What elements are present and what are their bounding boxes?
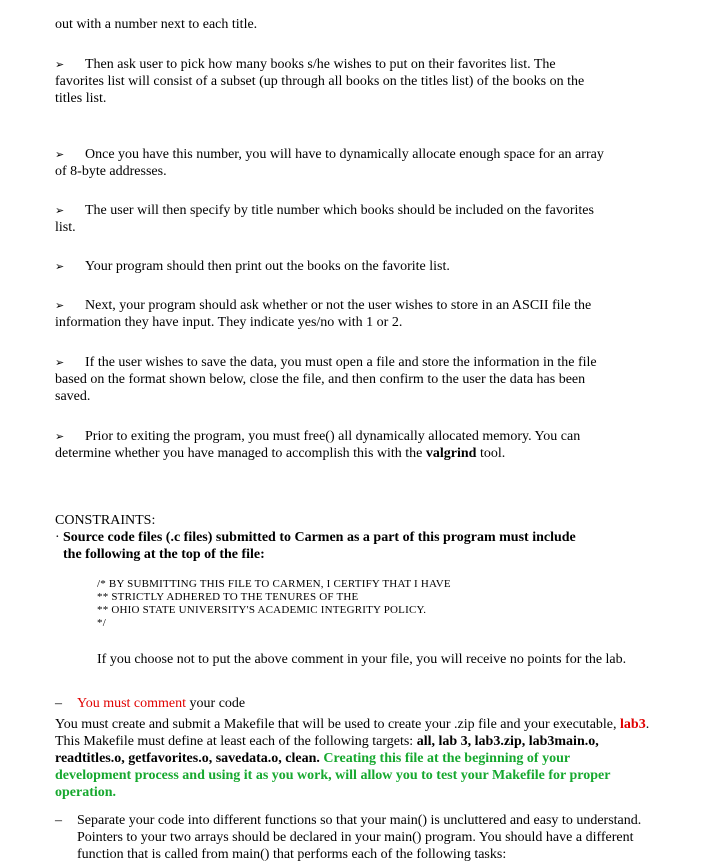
bullet-item: ➢ The user will then specify by title number which books should be included on the favorites list. [55,203,594,235]
arrow-bullet-icon: ➢ [55,204,65,217]
intro-line: out with a number next to each title. [55,17,258,32]
constraints-source-item: · Source code files (.c files) submitted to Carmen as a part of this program must include the following at the top of the file: [55,530,576,562]
arrow-bullet-icon: ➢ [55,356,65,369]
bullet-item: ➢ Prior to exiting the program, you must free() all dynamically allocated memory. You can determine whether you have managed to accomplish this with the valgrind tool. [55,429,581,461]
arrow-bullet-icon: ➢ [55,430,65,443]
makefile-requirement: You must create and submit a Makefile that will be used to create your .zip file and your executable, lab3. This Makefile must define at least each of the following targets: all, lab 3, lab3.zip, lab3main.o, readtitles.o, getfavorites.o, savedata.o, clean. Creating this file at the beginning of your development process and using it as you work, will allow you to test your Makefile for proper operation. [55,717,650,800]
arrow-bullet-icon: ➢ [55,148,65,161]
dash-bullet: – [55,813,62,828]
arrow-bullet-icon: ➢ [55,299,65,312]
makefile-targets: all, lab 3, lab3.zip, lab3main.o, [416,734,599,749]
bullet-item: ➢ Next, your program should ask whether or not the user wishes to store in an ASCII file the information they have input. They indicate yes/no with 1 or 2. [55,298,592,330]
separate-functions-requirement: – Separate your code into different functions so that your main() is uncluttered and easy to understand. Pointers to your two arrays should be declared in your main() program. You should have a different function that is called from main() that performs each of the following tasks: [55,813,642,862]
no-points-warning: If you choose not to put the above comment in your file, you will receive no points for the lab. [97,652,627,667]
certification-comment: /* BY SUBMITTING THIS FILE TO CARMEN, I CERTIFY THAT I HAVE ** STRICTLY ADHERED TO THE TENURES OF THE ** OHIO STATE UNIVERSITY'S ACADEMIC INTEGRITY POLICY. */ [97,578,451,629]
makefile-targets: readtitles.o, getfavorites.o, savedata.o, clean. [55,751,320,766]
bullet-item: ➢ Once you have this number, you will have to dynamically allocate enough space for an array of 8-byte addresses. [55,147,604,179]
bullet-item: ➢ If the user wishes to save the data, you must open a file and store the information in the file based on the format shown below, close the file, and then confirm to the user the data has been saved. [55,355,597,404]
bullet-item: ➢ Your program should then print out the books on the favorite list. [55,259,450,274]
valgrind-term: valgrind [425,446,477,461]
constraints-heading: CONSTRAINTS: [55,513,156,528]
comment-requirement: – You must comment your code [55,696,246,711]
arrow-bullet-icon: ➢ [55,260,65,273]
bullet-dot: · [55,530,60,545]
lab3-executable-name: lab3 [620,717,646,732]
dash-bullet: – [55,696,62,711]
arrow-bullet-icon: ➢ [55,58,65,71]
bullet-item: ➢ Then ask user to pick how many books s/he wishes to put on their favorites list. The favorites list will consist of a subset (up through all books on the titles list) of the books on the titles list. [55,57,585,106]
